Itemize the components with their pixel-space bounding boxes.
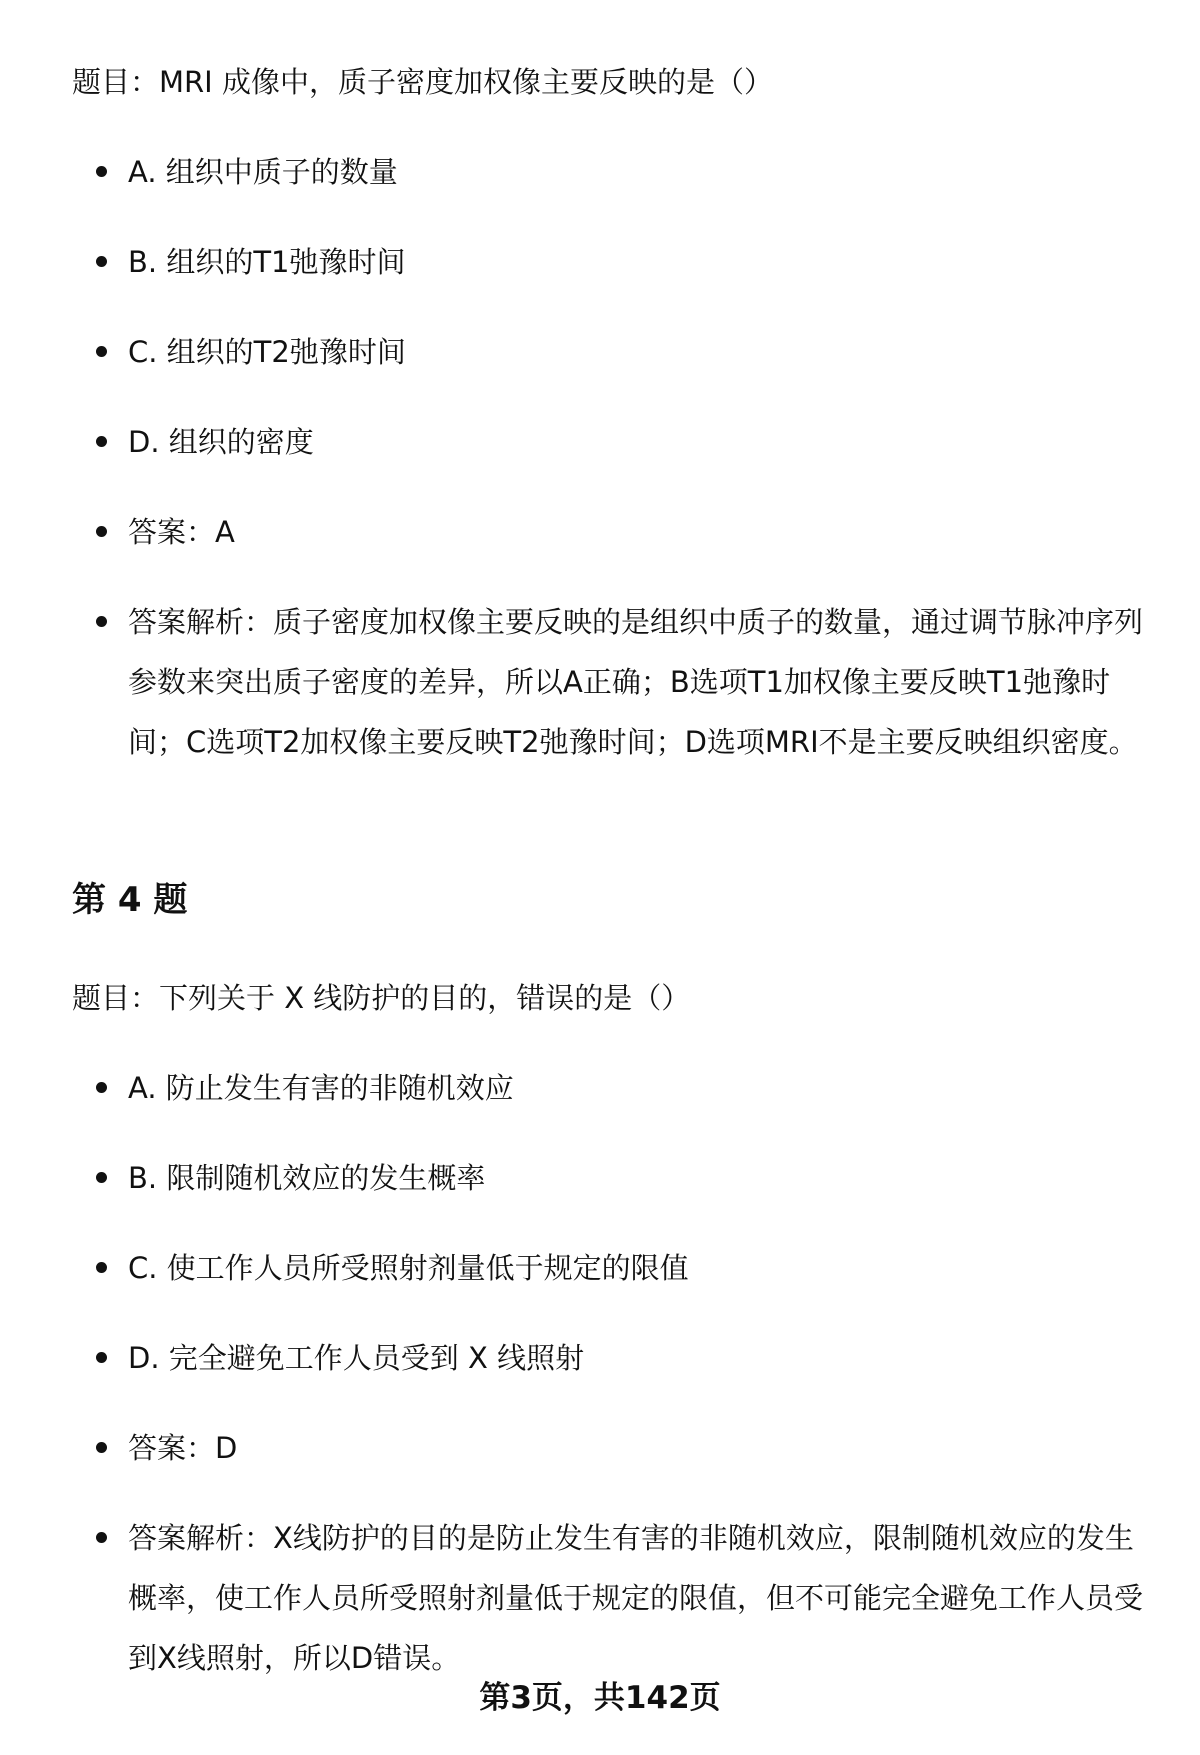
question-3-explanation: 答案解析：质子密度加权像主要反映的是组织中质子的数量，通过调节脉冲序列参数来突出质子密度的差异，所以A正确；B选项T1加权像主要反映T1弛豫时间；C选项T2加权像主要反映T2弛豫时间；D选项MRI不是主要反映组织密度。	[128, 605, 1144, 759]
bullet-icon	[96, 1172, 107, 1183]
bullet-icon	[96, 526, 107, 537]
question-4-option-b: B. 限制随机效应的发生概率	[128, 1161, 486, 1195]
bullet-icon	[96, 616, 107, 627]
question-3-option-c: C. 组织的T2弛豫时间	[128, 335, 406, 369]
bullet-icon	[96, 1532, 107, 1543]
question-3-stem: 题目：MRI 成像中，质子密度加权像主要反映的是（）	[72, 65, 773, 99]
question-4-option-a: A. 防止发生有害的非随机效应	[128, 1071, 514, 1105]
question-4-answer: 答案：D	[128, 1431, 238, 1465]
bullet-icon	[96, 256, 107, 267]
bullet-icon	[96, 436, 107, 447]
question-4-stem: 题目：下列关于 X 线防护的目的，错误的是（）	[72, 981, 691, 1015]
question-4-option-d: D. 完全避免工作人员受到 X 线照射	[128, 1341, 585, 1375]
question-3-option-a: A. 组织中质子的数量	[128, 155, 398, 189]
question-3-answer: 答案：A	[128, 515, 235, 549]
question-4-explanation: 答案解析：X线防护的目的是防止发生有害的非随机效应，限制随机效应的发生概率，使工作人员所受照射剂量低于规定的限值，但不可能完全避免工作人员受到X线照射，所以D错误。	[128, 1521, 1144, 1675]
bullet-icon	[96, 1082, 107, 1093]
question-4-option-c: C. 使工作人员所受照射剂量低于规定的限值	[128, 1251, 689, 1285]
bullet-icon	[96, 166, 107, 177]
question-3-option-b: B. 组织的T1弛豫时间	[128, 245, 406, 279]
page-number: 第3页，共142页	[479, 1680, 721, 1716]
bullet-icon	[96, 1442, 107, 1453]
question-3-option-d: D. 组织的密度	[128, 425, 314, 459]
bullet-icon	[96, 346, 107, 357]
bullet-icon	[96, 1352, 107, 1363]
bullet-icon	[96, 1262, 107, 1273]
question-4-heading: 第 4 题	[72, 880, 188, 920]
